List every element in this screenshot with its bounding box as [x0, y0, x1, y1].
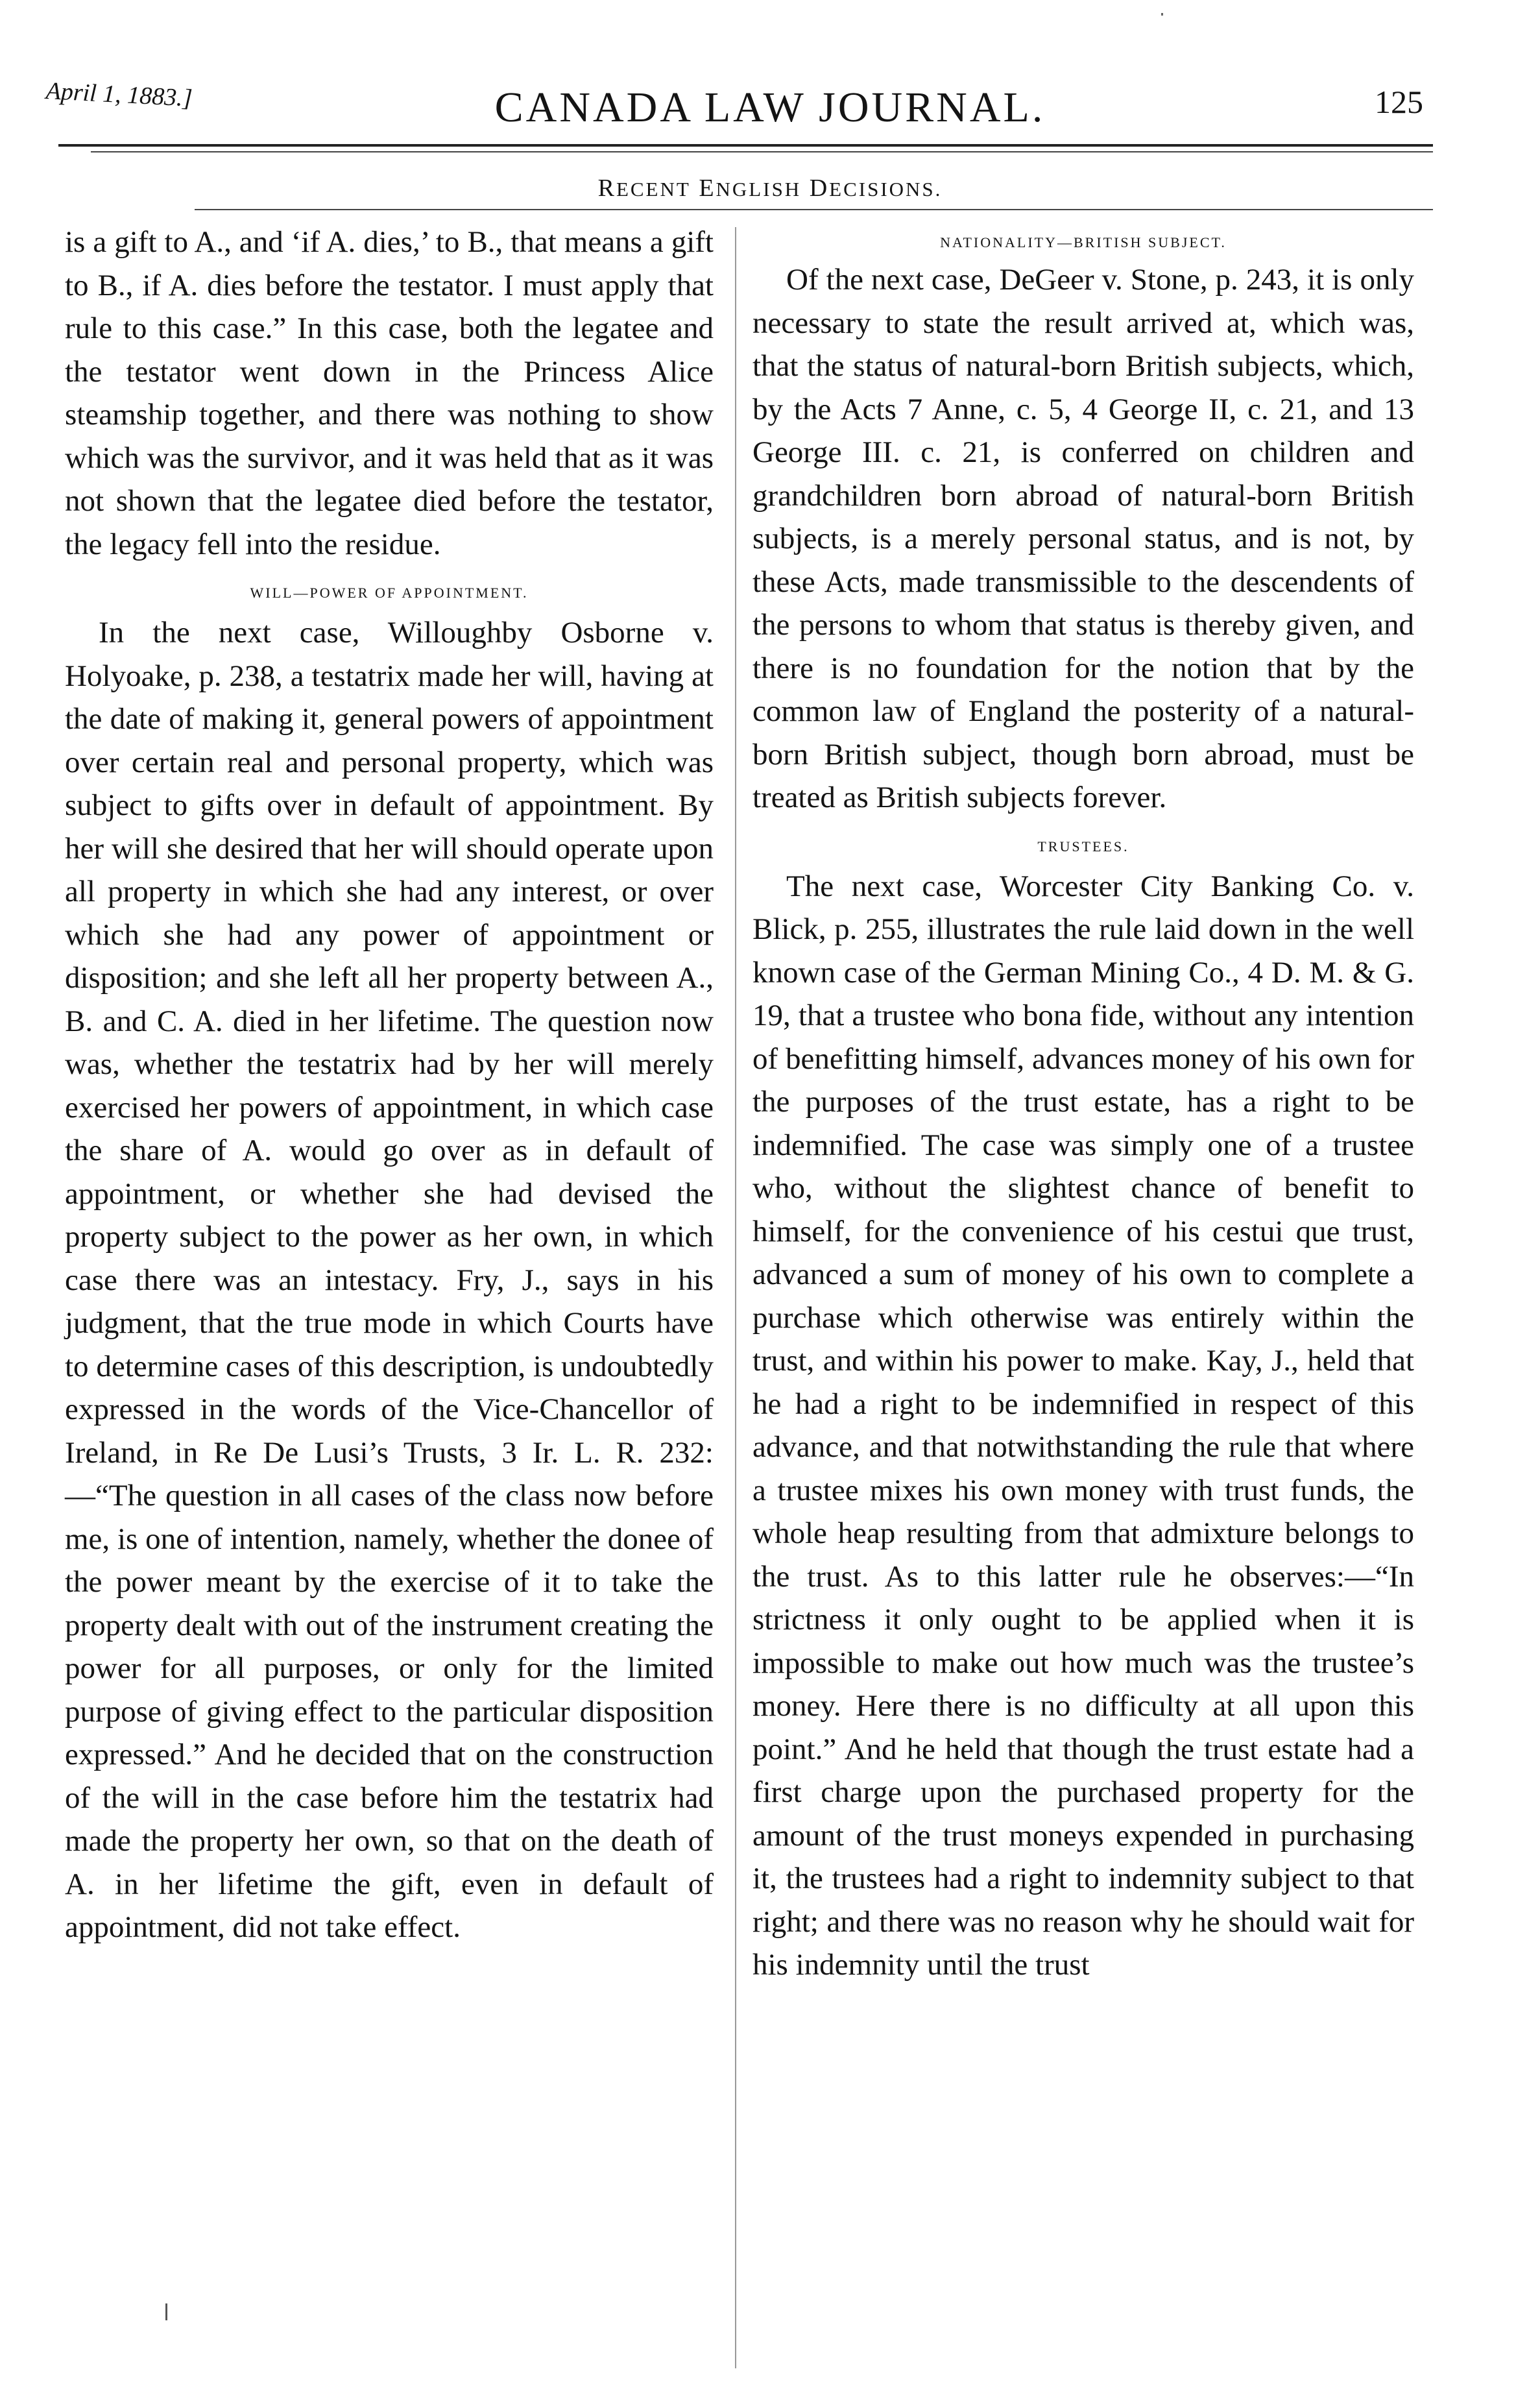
running-head-initial: D: [809, 175, 830, 202]
section-heading-will-power-of-appointment: WILL—POWER OF APPOINTMENT.: [250, 585, 529, 601]
section-heading-trustees: TRUSTEES.: [1037, 838, 1129, 855]
running-head-initial: R: [597, 175, 616, 202]
journal-title: CANADA LAW JOURNAL.: [494, 84, 1046, 131]
paragraph-willoughby-osborne: In the next case, Willoughby Osborne v. Holyoake, p. 238, a testatrix made her will, having at the date of making it, general powers of appointment over certain real and personal property, which was subject to gifts over in default of appointment. By her will she desired that her will should operate upon all property in which she had any interest, or over which she had any power of appointment or disposition; and she left all her property between A., B. and C. A. died in her lifetime. The question now was, whether the testatrix had by her will merely exercised her powers of appointment, in which case the share of A. would go over as in default of appointment, or whether she had devised the property subject to the power as her own, in which case there was an intestacy. Fry, J., says in his judgment, that the true mode in which Courts have to determine cases of this description, is undoubtedly expressed in the words of the Vice-Chancellor of Ireland, in Re De Lusi’s Trusts, 3 Ir. L. R. 232:—“The question in all cases of the class now before me, is one of intention, namely, whether the donee of the power meant by the exercise of it to take the property dealt with out of the instrument creating the power for all purposes, or only for the limited purpose of giving effect to the particular disposition expressed.” And he decided that on the construction of the will in the case before him the testatrix had made the property her own, so that on the death of A. in her lifetime the gift, even in default of appointment, did not take effect.: [65, 616, 714, 1944]
section-heading-nationality: NATIONALITY—BRITISH SUBJECT.: [940, 234, 1227, 250]
print-mark: [165, 2303, 167, 2320]
paragraph-worcester-city-banking: The next case, Worcester City Banking Co. v. Blick, p. 255, illustrates the rule laid down in the well known case of the German Mining Co., 4 D. M. & G. 19, that a trustee who bona fide, without any intention of benefitting himself, advances money of his own for the purposes of the trust estate, has a right to be indemnified. The case was simply one of a trustee who, without the slightest chance of benefit to himself, for the convenience of his cestui que trust, advanced a sum of money of his own to complete a purchase which otherwise was entirely within the trust, and within his power to make. Kay, J., held that he had a right to be indemnified in respect of this advance, and that notwithstanding the rule that where a trustee mixes his own money with trust funds, the whole heap resulting from that admixture belongs to the trust. As to this latter rule he observes:—“In strictness it only ought to be applied when it is impossible to make out how much was the trustee’s money. Here there is no difficulty at all upon this point.” And he held that though the trust estate had a first charge upon the purchased property for the amount of the trust moneys expended in purchasing it, the trustees had a right to indemnity subject to that right; and there was no reason why he should wait for his indemnity until the trust: [752, 869, 1414, 1982]
issue-date: April 1, 1883.]: [45, 77, 193, 112]
paragraph-residue: is a gift to A., and ‘if A. dies,’ to B., that means a gift to B., if A. dies before the testator. I must apply that rule to this case.” In this case, both the legatee and the testator went down in the Princess Alice steamship together, and there was nothing to show which was the survivor, and it was held that as it was not shown that the legatee died before the testator, the legacy fell into the residue.: [65, 225, 714, 561]
column-divider: [735, 227, 736, 2368]
left-column: [65, 221, 714, 1949]
running-head-rule: [195, 209, 1433, 210]
header-rule-thin: [91, 151, 1433, 152]
running-head-initial: E: [699, 175, 716, 202]
running-head: [0, 174, 1540, 202]
print-mark: [1161, 13, 1163, 16]
page-number: 125: [1375, 84, 1423, 120]
running-head-smallcaps: ECISIONS.: [829, 178, 943, 200]
running-head-smallcaps: NGLISH: [716, 178, 802, 200]
header-rule: [58, 144, 1433, 147]
running-head-smallcaps: ECENT: [616, 178, 691, 200]
paragraph-degeer-v-stone: Of the next case, DeGeer v. Stone, p. 243, it is only necessary to state the result arrived at, which was, that the status of natural-born British subjects, which, by the Acts 7 Anne, c. 5, 4 George II, c. 21, and 13 George III. c. 21, is conferred on children and grandchildren born abroad of natural-born British subjects, is a merely personal status, and is not, by these Acts, made transmissible to the descendents of the persons to whom that status is thereby given, and there is no foundation for the notion that by the common law of England the posterity of a natural-born British subject, though born abroad, must be treated as British subjects forever.: [752, 263, 1414, 814]
right-column: [752, 221, 1414, 1987]
